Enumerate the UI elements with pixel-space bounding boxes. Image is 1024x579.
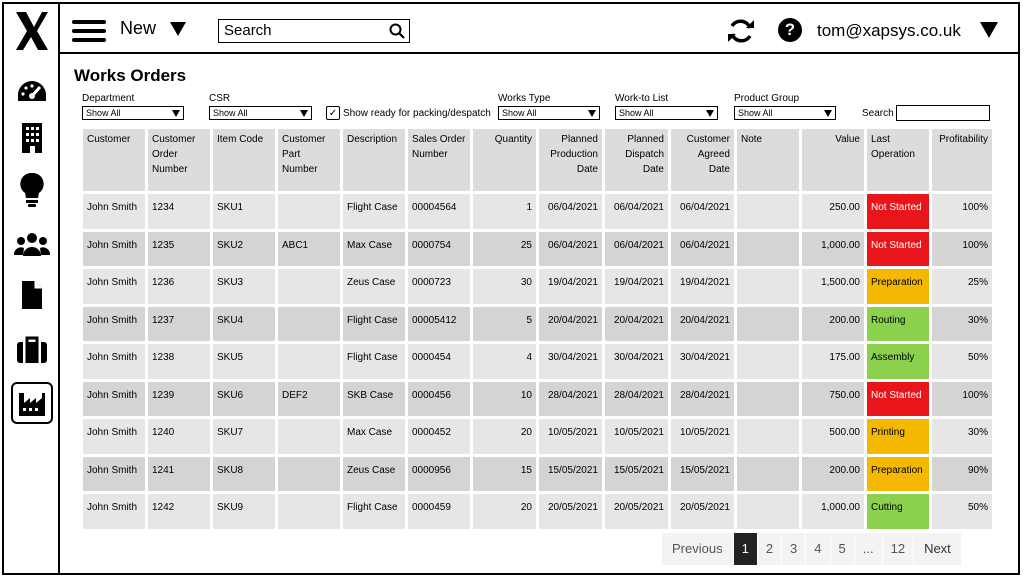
building-icon[interactable] <box>14 120 50 156</box>
works-type-filter <box>498 93 600 120</box>
table-cell: 25% <box>932 269 992 304</box>
table-cell: 1239 <box>148 382 210 417</box>
table-cell: Flight Case <box>343 494 405 529</box>
table-cell: Flight Case <box>343 194 405 229</box>
department-filter-label: Department <box>82 93 135 104</box>
table-cell: 06/04/2021 <box>539 232 602 267</box>
table-cell: 90% <box>932 457 992 492</box>
chevron-down-icon <box>172 110 180 117</box>
table-cell: 1,500.00 <box>802 269 864 304</box>
chevron-down-icon <box>300 110 308 117</box>
table-cell: 0000723 <box>408 269 470 304</box>
table-cell: Flight Case <box>343 344 405 379</box>
product-group-filter-label: Product Group <box>734 93 800 104</box>
table-cell: 0000456 <box>408 382 470 417</box>
chevron-down-icon <box>824 110 832 117</box>
table-cell: 0000956 <box>408 457 470 492</box>
table-cell: John Smith <box>83 194 145 229</box>
table-cell: Max Case <box>343 419 405 454</box>
table-cell: 1236 <box>148 269 210 304</box>
page-number-button[interactable]: 1 <box>734 533 757 565</box>
search-icon[interactable] <box>389 23 405 45</box>
table-cell: Zeus Case <box>343 457 405 492</box>
app-logo[interactable] <box>14 10 50 52</box>
table-cell: ABC1 <box>278 232 340 267</box>
table-cell: 175.00 <box>802 344 864 379</box>
table-cell: SKU8 <box>213 457 275 492</box>
table-cell: 06/04/2021 <box>539 194 602 229</box>
page-number-button[interactable]: 3 <box>782 533 805 565</box>
work-to-list-select[interactable] <box>615 106 718 120</box>
table-cell: 15/05/2021 <box>671 457 734 492</box>
table-cell: 20/05/2021 <box>539 494 602 529</box>
column-header[interactable]: Note <box>737 129 799 191</box>
column-header[interactable]: Item Code <box>213 129 275 191</box>
table-cell: 1235 <box>148 232 210 267</box>
table-cell: DEF2 <box>278 382 340 417</box>
product-group-select[interactable] <box>734 106 836 120</box>
user-menu-email[interactable]: tom@xapsys.co.uk <box>817 21 961 40</box>
column-header[interactable]: Value <box>802 129 864 191</box>
packing-filter[interactable] <box>326 106 491 120</box>
table-cell: SKU3 <box>213 269 275 304</box>
table-cell <box>278 457 340 492</box>
column-header[interactable]: Last Operation <box>867 129 929 191</box>
table-cell: 20/05/2021 <box>671 494 734 529</box>
users-icon[interactable] <box>14 227 50 263</box>
table-cell <box>278 419 340 454</box>
page-number-button[interactable]: 4 <box>806 533 829 565</box>
table-cell <box>737 494 799 529</box>
table-cell: 00004564 <box>408 194 470 229</box>
table-cell <box>737 269 799 304</box>
lightbulb-icon[interactable] <box>14 172 50 208</box>
table-row[interactable] <box>83 419 992 454</box>
table-cell: 1238 <box>148 344 210 379</box>
table-cell: 10 <box>473 382 536 417</box>
table-cell: John Smith <box>83 307 145 342</box>
menu-icon[interactable] <box>72 20 106 47</box>
table-cell: 28/04/2021 <box>671 382 734 417</box>
table-cell: 06/04/2021 <box>671 194 734 229</box>
column-header[interactable]: Planned Dispatch Date <box>605 129 668 191</box>
table-cell: 15/05/2021 <box>539 457 602 492</box>
chevron-down-icon <box>588 110 596 117</box>
search-input[interactable] <box>218 19 410 43</box>
work-to-list-select-value: Show All <box>619 108 654 118</box>
table-cell: 19/04/2021 <box>671 269 734 304</box>
table-cell: 25 <box>473 232 536 267</box>
table-cell: 00005412 <box>408 307 470 342</box>
table-cell: 1237 <box>148 307 210 342</box>
top-bar <box>60 2 1020 54</box>
factory-icon[interactable] <box>11 382 53 424</box>
table-cell: 30 <box>473 269 536 304</box>
works-type-filter-label: Works Type <box>498 93 551 104</box>
table-cell: SKU9 <box>213 494 275 529</box>
briefcase-icon[interactable] <box>14 332 50 368</box>
table-cell <box>737 194 799 229</box>
page-number-button[interactable]: 12 <box>883 533 913 565</box>
table-cell <box>278 269 340 304</box>
search-input-text: Search <box>224 22 272 39</box>
status-badge: Preparation <box>867 457 929 492</box>
table-cell <box>278 494 340 529</box>
page-title: Works Orders <box>74 66 187 85</box>
status-badge: Not Started <box>867 382 929 417</box>
table-row[interactable] <box>83 457 992 492</box>
table-cell: 1241 <box>148 457 210 492</box>
table-cell: 750.00 <box>802 382 864 417</box>
csr-filter-label: CSR <box>209 93 231 104</box>
table-search-input[interactable] <box>896 105 990 121</box>
document-icon[interactable] <box>14 277 50 313</box>
column-header[interactable]: Quantity <box>473 129 536 191</box>
table-cell: SKB Case <box>343 382 405 417</box>
table-cell <box>737 382 799 417</box>
table-cell: Zeus Case <box>343 269 405 304</box>
table-cell: 1,000.00 <box>802 232 864 267</box>
sidebar <box>2 2 60 575</box>
table-search <box>862 105 990 121</box>
works-orders-table <box>80 126 995 532</box>
department-select[interactable] <box>82 106 184 120</box>
table-cell: 50% <box>932 344 992 379</box>
status-badge: Not Started <box>867 194 929 229</box>
csr-select[interactable] <box>209 106 312 120</box>
table-cell <box>737 232 799 267</box>
table-cell: 30/04/2021 <box>671 344 734 379</box>
table-cell: 0000454 <box>408 344 470 379</box>
table-cell <box>278 344 340 379</box>
csr-select-value: Show All <box>213 108 248 118</box>
table-cell: 28/04/2021 <box>605 382 668 417</box>
table-cell: SKU2 <box>213 232 275 267</box>
table-cell: SKU6 <box>213 382 275 417</box>
table-cell: John Smith <box>83 232 145 267</box>
works-type-select-value: Show All <box>502 108 537 118</box>
table-cell <box>737 344 799 379</box>
department-filter <box>82 93 184 120</box>
table-cell: Max Case <box>343 232 405 267</box>
status-badge: Preparation <box>867 269 929 304</box>
table-cell <box>737 419 799 454</box>
table-cell: 30% <box>932 307 992 342</box>
table-cell: 100% <box>932 194 992 229</box>
table-cell: 1242 <box>148 494 210 529</box>
pagination <box>662 533 962 565</box>
page-number-button[interactable]: ... <box>855 533 882 565</box>
table-cell: 20/04/2021 <box>671 307 734 342</box>
csr-filter <box>209 93 312 120</box>
table-cell: 4 <box>473 344 536 379</box>
table-row[interactable] <box>83 194 992 229</box>
table-cell: SKU1 <box>213 194 275 229</box>
table-cell: 06/04/2021 <box>605 194 668 229</box>
packing-checkbox[interactable]: ✓ <box>326 106 340 120</box>
table-cell: 200.00 <box>802 457 864 492</box>
new-dropdown-caret-icon[interactable] <box>170 22 186 41</box>
work-to-list-filter-label: Work-to List <box>615 93 669 104</box>
status-badge: Routing <box>867 307 929 342</box>
table-cell: 06/04/2021 <box>671 232 734 267</box>
table-cell: 0000459 <box>408 494 470 529</box>
table-cell: 1,000.00 <box>802 494 864 529</box>
table-cell: John Smith <box>83 344 145 379</box>
table-cell: 20/05/2021 <box>605 494 668 529</box>
status-badge: Assembly <box>867 344 929 379</box>
page-number-button[interactable]: 5 <box>831 533 854 565</box>
table-cell: 20 <box>473 419 536 454</box>
column-header[interactable]: Customer Order Number <box>148 129 210 191</box>
table-cell: 1234 <box>148 194 210 229</box>
table-body <box>83 194 992 529</box>
table-row[interactable] <box>83 232 992 267</box>
works-type-select[interactable] <box>498 106 600 120</box>
table-cell: 30/04/2021 <box>605 344 668 379</box>
table-cell: 0000754 <box>408 232 470 267</box>
column-header[interactable]: Sales Order Number <box>408 129 470 191</box>
status-badge: Not Started <box>867 232 929 267</box>
table-cell: 10/05/2021 <box>605 419 668 454</box>
refresh-icon[interactable] <box>726 18 756 49</box>
table-cell: 20 <box>473 494 536 529</box>
column-header[interactable]: Customer <box>83 129 145 191</box>
table-cell: 50% <box>932 494 992 529</box>
table-cell: 500.00 <box>802 419 864 454</box>
dashboard-icon[interactable] <box>14 74 50 110</box>
column-header[interactable]: Planned Production Date <box>539 129 602 191</box>
table-cell: 200.00 <box>802 307 864 342</box>
user-dropdown-caret-icon[interactable] <box>980 22 998 43</box>
work-to-list-filter <box>615 93 718 120</box>
table-row[interactable] <box>83 382 992 417</box>
previous-page-button[interactable]: Previous <box>662 533 733 565</box>
table-cell: SKU4 <box>213 307 275 342</box>
table-cell: SKU7 <box>213 419 275 454</box>
table-cell: John Smith <box>83 382 145 417</box>
chevron-down-icon <box>706 110 714 117</box>
product-group-select-value: Show All <box>738 108 773 118</box>
department-select-value: Show All <box>86 108 121 118</box>
help-icon[interactable]: ? <box>778 18 802 42</box>
table-cell <box>737 307 799 342</box>
table-cell: 10/05/2021 <box>539 419 602 454</box>
table-cell <box>278 194 340 229</box>
product-group-filter <box>734 93 836 120</box>
table-cell: Flight Case <box>343 307 405 342</box>
table-search-label: Search <box>862 107 894 119</box>
table-cell: 20/04/2021 <box>605 307 668 342</box>
page-number-button[interactable]: 2 <box>758 533 781 565</box>
table-cell <box>278 307 340 342</box>
table-cell: 30/04/2021 <box>539 344 602 379</box>
table-cell: 28/04/2021 <box>539 382 602 417</box>
table-cell: 1 <box>473 194 536 229</box>
table-cell: 10/05/2021 <box>671 419 734 454</box>
table-cell: 15/05/2021 <box>605 457 668 492</box>
table-cell: 30% <box>932 419 992 454</box>
table-row[interactable] <box>83 269 992 304</box>
table-cell: 0000452 <box>408 419 470 454</box>
new-button[interactable]: New <box>120 18 157 38</box>
table-cell: 100% <box>932 232 992 267</box>
table-cell: 19/04/2021 <box>539 269 602 304</box>
table-cell: John Smith <box>83 269 145 304</box>
table-cell: 06/04/2021 <box>605 232 668 267</box>
table-cell: SKU5 <box>213 344 275 379</box>
table-header-row <box>83 129 992 191</box>
packing-checkbox-label: Show ready for packing/despatch <box>343 107 491 119</box>
status-badge: Cutting <box>867 494 929 529</box>
status-badge: Printing <box>867 419 929 454</box>
table-cell: 1240 <box>148 419 210 454</box>
column-header[interactable]: Customer Part Number <box>278 129 340 191</box>
table-cell <box>737 457 799 492</box>
table-cell: John Smith <box>83 494 145 529</box>
next-page-button[interactable]: Next <box>914 533 961 565</box>
table-cell: 19/04/2021 <box>605 269 668 304</box>
table-cell: John Smith <box>83 457 145 492</box>
table-row[interactable] <box>83 494 992 529</box>
table-cell: John Smith <box>83 419 145 454</box>
table-cell: 20/04/2021 <box>539 307 602 342</box>
column-header[interactable]: Description <box>343 129 405 191</box>
table-cell: 100% <box>932 382 992 417</box>
column-header[interactable]: Profitability <box>932 129 992 191</box>
table-cell: 15 <box>473 457 536 492</box>
table-row[interactable] <box>83 344 992 379</box>
table-cell: 250.00 <box>802 194 864 229</box>
table-row[interactable] <box>83 307 992 342</box>
table-cell: 5 <box>473 307 536 342</box>
column-header[interactable]: Customer Agreed Date <box>671 129 734 191</box>
